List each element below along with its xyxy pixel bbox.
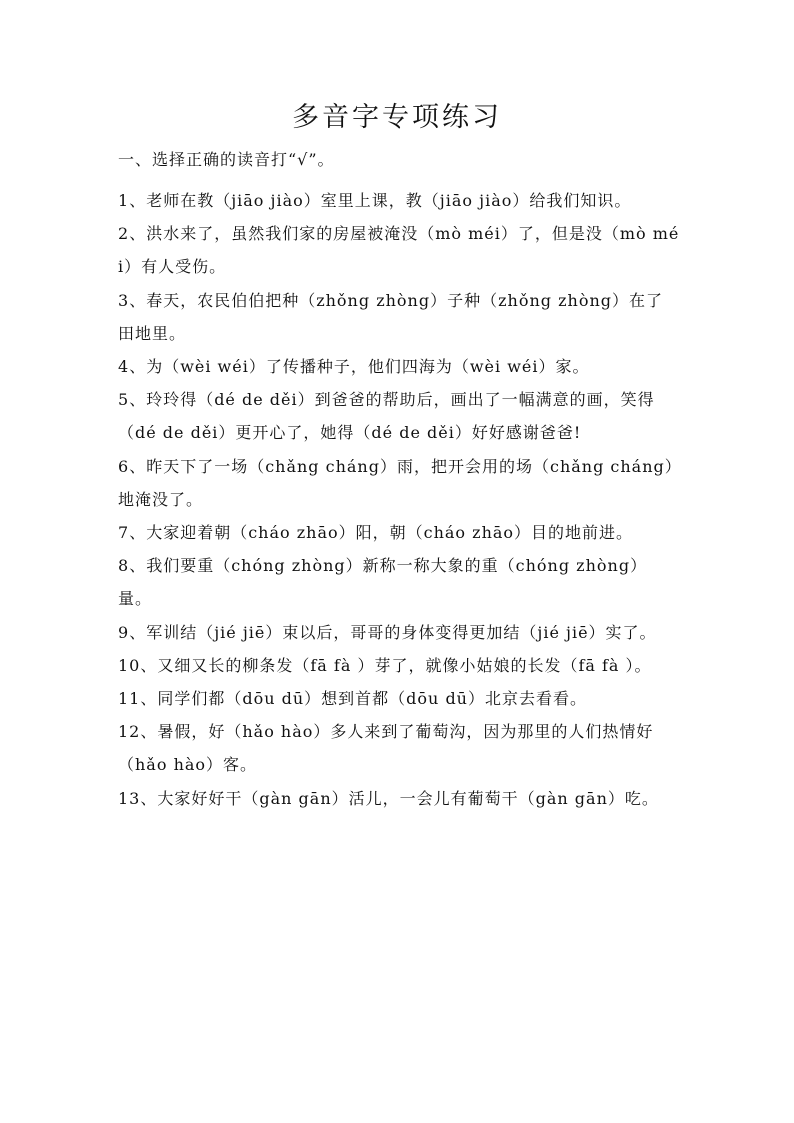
question-number: 3 — [118, 290, 130, 310]
question-list — [118, 184, 680, 815]
question-item — [118, 350, 680, 383]
question-item — [118, 184, 680, 217]
question-number: 4 — [118, 357, 130, 377]
question-item — [118, 616, 680, 649]
question-number: 13 — [118, 788, 141, 808]
page-title: 多音字专项练习 — [292, 102, 502, 133]
question-item — [118, 682, 680, 715]
question-item — [118, 782, 680, 815]
question-text: 、又细又长的柳条发（fā fà ）芽了，就像小姑娘的长发（fā fà ）。 — [140, 655, 652, 675]
question-text: 、洪水来了，虽然我们家的房屋被淹没（mò méi）了，但是没（mò méi）有人受伤。 — [118, 224, 680, 277]
question-number: 9 — [118, 622, 130, 642]
question-item — [118, 715, 680, 781]
question-number: 11 — [118, 689, 141, 709]
question-number: 10 — [118, 655, 141, 675]
question-number: 2 — [118, 224, 130, 244]
question-number: 6 — [118, 456, 130, 476]
question-text: 、同学们都（dōu dū）想到首都（dōu dū）北京去看看。 — [140, 689, 587, 709]
question-item — [118, 649, 680, 682]
question-number: 7 — [118, 523, 130, 543]
question-text: 、我们要重（chóng zhòng）新称一称大象的重（chóng zhòng）量。 — [118, 556, 648, 609]
question-text: 、大家迎着朝（cháo zhāo）阳，朝（cháo zhāo）目的地前进。 — [129, 523, 634, 543]
question-number: 8 — [118, 556, 130, 576]
question-text: 、大家好好干（gàn gān）活儿，一会儿有葡萄干（gàn gān）吃。 — [140, 788, 659, 808]
question-item — [118, 383, 680, 449]
question-text: 、春天，农民伯伯把种（zhǒng zhòng）子种（zhǒng zhòng）在了田地里。 — [118, 290, 664, 343]
question-text: 、老师在教（jiāo jiào）室里上课，教（jiāo jiào）给我们知识。 — [129, 191, 632, 210]
question-text: 、昨天下了一场（chǎng cháng）雨，把开会用的场（chǎng cháng）地淹没了。 — [118, 456, 674, 509]
question-number: 1 — [118, 191, 130, 210]
question-number: 5 — [118, 390, 130, 410]
question-item — [118, 284, 680, 350]
question-text: 、玲玲得（dé de děi）到爸爸的帮助后，画出了一幅满意的画，笑得（dé de děi）更开心了，她得（dé de děi）好好感谢爸爸! — [118, 390, 655, 443]
question-number: 12 — [118, 722, 141, 742]
question-item — [118, 516, 680, 549]
question-item — [118, 217, 680, 283]
section-heading: 一、选择正确的读音打“√”。 — [118, 150, 335, 169]
question-text: 、暑假，好（hǎo hào）多人来到了葡萄沟，因为那里的人们热情好（hǎo hào）客。 — [118, 722, 654, 775]
question-text: 、军训结（jié jiē）束以后，哥哥的身体变得更加结（jié jiē）实了。 — [129, 622, 657, 642]
question-item — [118, 450, 680, 516]
question-text: 、为（wèi wéi）了传播种子，他们四海为（wèi wéi）家。 — [129, 357, 590, 377]
question-item — [118, 549, 680, 615]
